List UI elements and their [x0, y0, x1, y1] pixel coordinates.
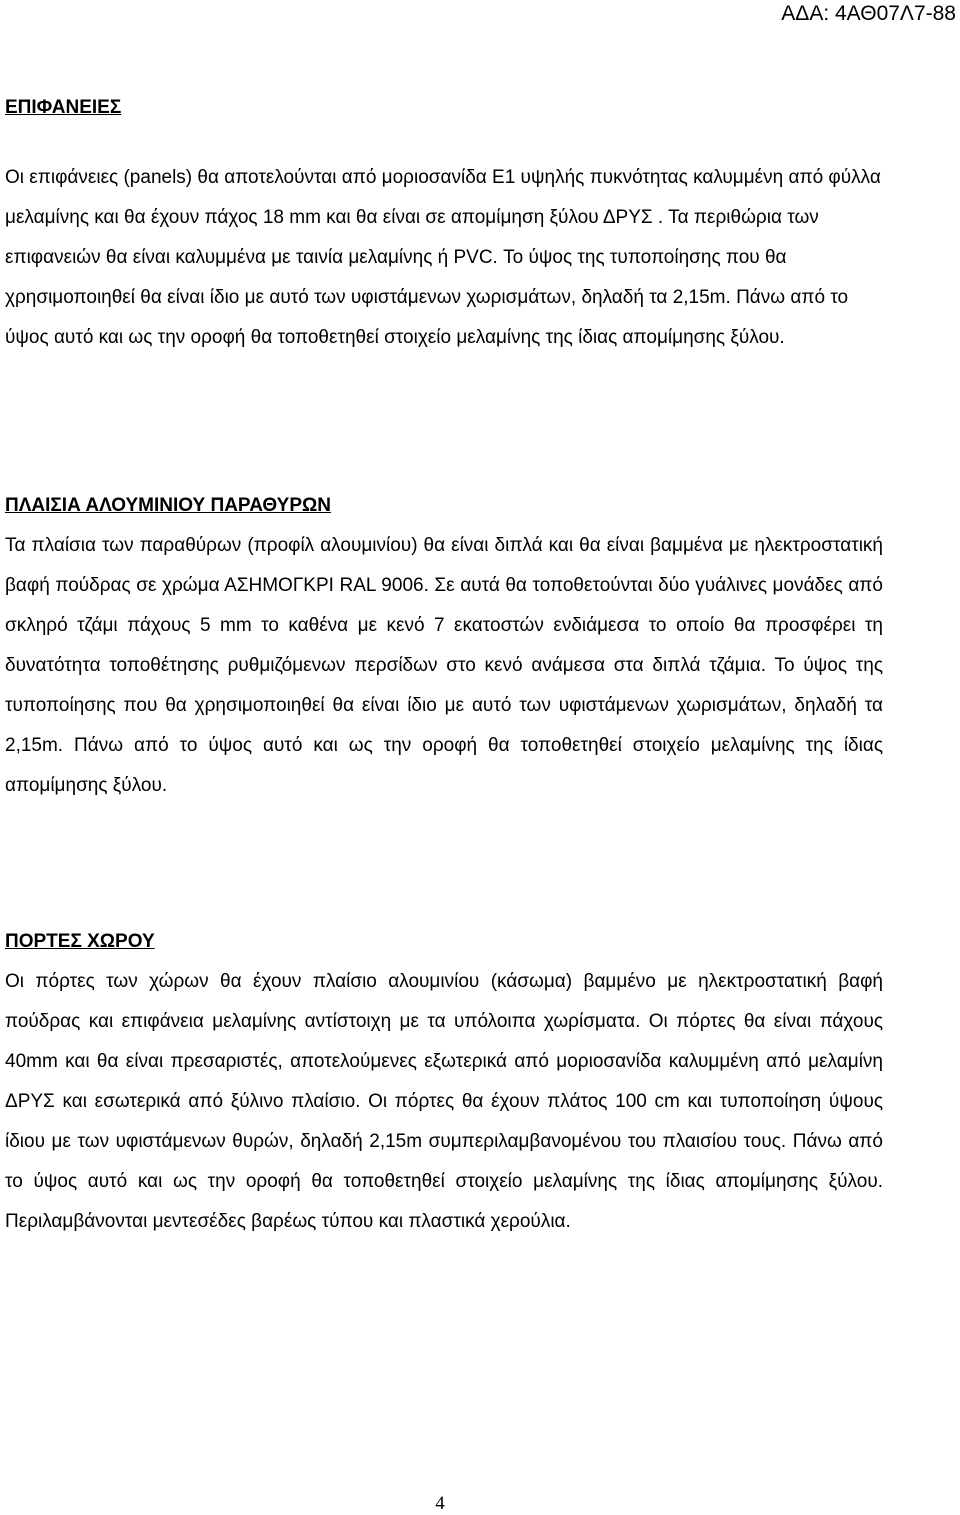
section-surfaces: [5, 88, 883, 358]
section-title: ΠΟΡΤΕΣ ΧΩΡΟΥ: [5, 931, 155, 952]
section-title: ΠΛΑΙΣΙΑ ΑΛΟΥΜΙΝΙΟΥ ΠΑΡΑΘΥΡΩΝ: [5, 495, 331, 516]
section-paragraph: Οι πόρτες των χώρων θα έχουν πλαίσιο αλουμινίου (κάσωμα) βαμμένο με ηλεκτροστατική βαφή πούδρας και επιφάνεια μελαμίνης αντίστοιχη με τα υπόλοιπα χωρίσματα. Οι πόρτες θα είναι πάχους 40mm και θα είναι πρεσαριστές, αποτελούμενες εξωτερικά από μοριοσανίδα καλυμμένη από μελαμίνη ΔΡΥΣ και εσωτερικά από ξύλινο πλαίσιο. Οι πόρτες θα έχουν πλάτος 100 cm και τυποποίηση ύψους ίδιου με των υφιστάμενων θυρών, δηλαδή 2,15m συμπεριλαμβανομένου του πλαισίου τους. Πάνω από το ύψος αυτό και ως την οροφή θα τοποθετηθεί στοιχείο μελαμίνης της ίδιας απομίμησης ξύλου. Περιλαμβάνονται μεντεσέδες βαρέως τύπου και πλαστικά χερούλια.: [5, 971, 883, 1232]
section-paragraph: Οι επιφάνειες (panels) θα αποτελούνται από μοριοσανίδα Ε1 υψηλής πυκνότητας καλυμμένη από φύλλα μελαμίνης και θα έχουν πάχος 18 mm και θα είναι σε απομίμηση ξύλου ΔΡΥΣ . Τα περιθώρια των επιφανειών θα είναι καλυμμένα με ταινία μελαμίνης ή PVC. Το ύψος της τυποποίησης που θα χρησιμοποιηθεί θα είναι ίδιο με αυτό των υφιστάμενων χωρισμάτων, δηλαδή τα 2,15m. Πάνω από το ύψος αυτό και ως την οροφή θα τοποθετηθεί στοιχείο μελαμίνης της ίδιας απομίμησης ξύλου.: [5, 167, 881, 348]
document-code: ΑΔΑ: 4ΑΘ07Λ7-88: [781, 2, 956, 25]
section-paragraph: Τα πλαίσια των παραθύρων (προφίλ αλουμινίου) θα είναι διπλά και θα είναι βαμμένα με ηλεκτροστατική βαφή πούδρας σε χρώμα ΑΣΗΜΟΓΚΡΙ RAL 9006. Σε αυτά θα τοποθετούνται δύο γυάλινες μονάδες από σκληρό τζάμι πάχους 5 mm το καθένα με κενό 7 εκατοστών ενδιάμεσα το οποίο θα προσφέρει τη δυνατότητα τοποθέτησης ρυθμιζόμενων περσίδων στο κενό ανάμεσα στα διπλά τζάμια. Το ύψος της τυποποίησης που θα χρησιμοποιηθεί θα είναι ίδιο με αυτό των υφιστάμενων χωρισμάτων, δηλαδή τα 2,15m. Πάνω από το ύψος αυτό και ως την οροφή θα τοποθετηθεί στοιχείο μελαμίνης της ίδιας απομίμησης ξύλου.: [5, 535, 883, 796]
page-number: 4: [435, 1493, 445, 1514]
section-doors: [5, 922, 883, 1242]
section-window-frames: [5, 486, 883, 806]
section-title: ΕΠΙΦΑΝΕΙΕΣ: [5, 97, 122, 118]
